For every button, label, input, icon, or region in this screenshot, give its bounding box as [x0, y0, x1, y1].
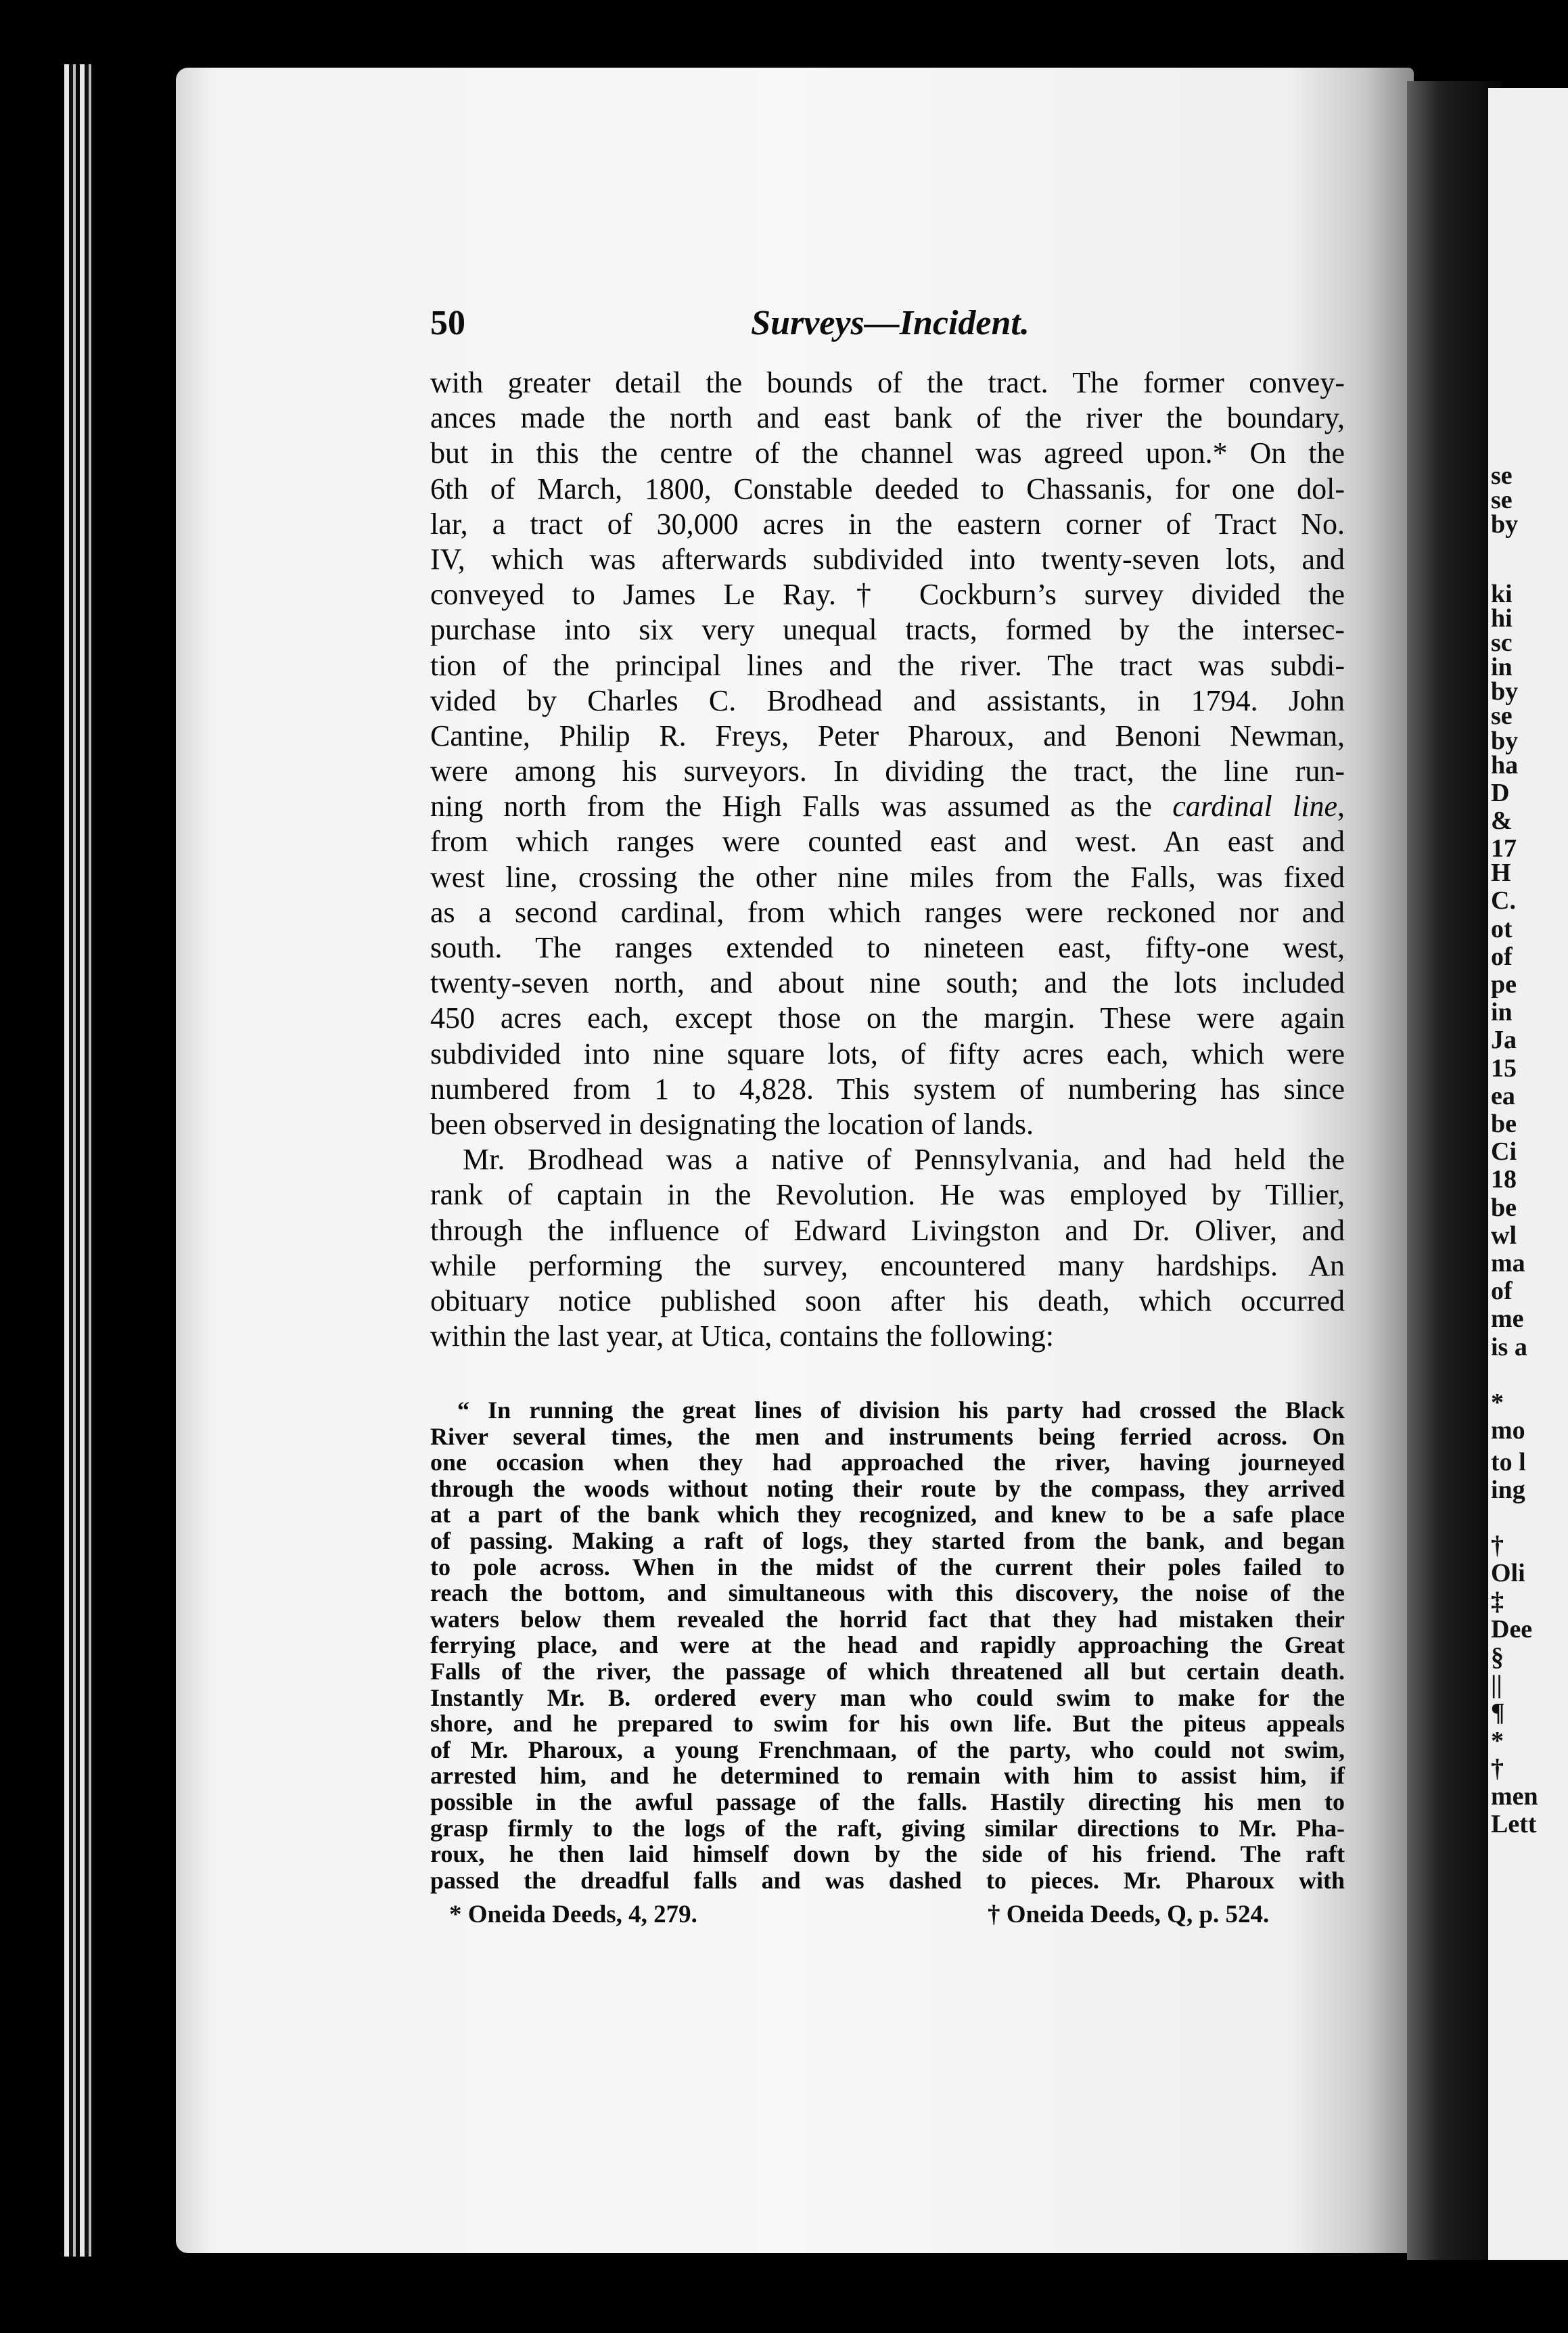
body-line: as a second cardinal, from which ranges were reckoned nor and — [430, 895, 1345, 929]
quote-line: of Mr. Pharoux, a young Frenchmaan, of the party, who could not swim, — [430, 1736, 1345, 1763]
facing-page-line: se — [1491, 702, 1513, 731]
body-line: were among his surveyors. In dividing the tract, the line run- — [430, 754, 1345, 788]
facing-page-line: § — [1491, 1642, 1504, 1671]
facing-page-line: by — [1491, 726, 1519, 755]
quote-line: passed the dreadful falls and was dashed to pieces. Mr. Pharoux with — [430, 1866, 1345, 1894]
facing-page-line: & — [1491, 806, 1513, 835]
body-line: been observed in designating the location of lands. — [430, 1107, 1034, 1141]
facing-page-line: is a — [1491, 1332, 1527, 1361]
body-line: rank of captain in the Revolution. He was employed by Tillier, — [430, 1178, 1345, 1212]
facing-page-line: Oli — [1491, 1559, 1525, 1588]
quote-line: of passing. Making a raft of logs, they started from the bank, and began — [430, 1526, 1345, 1554]
facing-page-line: me — [1491, 1305, 1524, 1334]
quote-line: grasp firmly to the logs of the raft, giving similar directions to Mr. Pha- — [430, 1814, 1345, 1842]
facing-page-line: Ja — [1491, 1026, 1517, 1055]
quote-line: through the woods without noting their route by the compass, they arrived — [430, 1474, 1345, 1502]
facing-page-line: se — [1491, 461, 1513, 491]
quote-line: one occasion when they had approached the river, having journeyed — [430, 1449, 1345, 1476]
running-head: Surveys—Incident. — [751, 304, 1030, 342]
facing-page-line: † — [1491, 1754, 1504, 1783]
body-line: within the last year, at Utica, contains the following: — [430, 1319, 1055, 1353]
page-header — [430, 303, 1350, 344]
book-binding-edge — [64, 64, 95, 2257]
quote-line: to pole across. When in the midst of the current their poles failed to — [430, 1553, 1345, 1581]
body-line: twenty-seven north, and about nine south; and the lots included — [430, 966, 1345, 1000]
body-line: Mr. Brodhead was a native of Pennsylvania, and had held the — [463, 1143, 1345, 1177]
body-line: vided by Charles C. Brodhead and assistants, in 1794. John — [430, 683, 1345, 717]
facing-page-line: be — [1491, 1193, 1517, 1222]
body-line: through the influence of Edward Livingston and Dr. Oliver, and — [430, 1213, 1345, 1247]
quote-line: possible in the awful passage of the falls. Hastily directing his men to — [430, 1788, 1345, 1815]
body-line: while performing the survey, encountered many hardships. An — [430, 1248, 1345, 1282]
facing-page-line: pe — [1491, 970, 1517, 999]
facing-page-line: by — [1491, 510, 1519, 539]
facing-page-line: of — [1491, 1277, 1513, 1306]
facing-page-line: sc — [1491, 629, 1513, 658]
quote-line: Falls of the river, the passage of which threatened all but certain death. — [430, 1657, 1345, 1685]
facing-page-line: ing — [1491, 1475, 1525, 1504]
body-line: west line, crossing the other nine miles from the Falls, was fixed — [430, 860, 1345, 894]
body-line: south. The ranges extended to nineteen east, fifty-one west, — [430, 931, 1345, 964]
facing-page-line: to l — [1491, 1447, 1526, 1476]
facing-page-line: C. — [1491, 886, 1516, 915]
facing-page-line: ha — [1491, 750, 1519, 779]
page-number: 50 — [430, 304, 465, 342]
body-line: ning north from the High Falls was assumed as the cardinal line, — [430, 790, 1345, 823]
facing-page-line: ki — [1491, 580, 1513, 609]
body-line: subdivided into nine square lots, of fifty acres each, which were — [430, 1037, 1345, 1070]
facing-page-line: of — [1491, 942, 1513, 971]
body-line: obituary notice published soon after his death, which occurred — [430, 1284, 1345, 1317]
facing-page-line: Lett — [1491, 1810, 1537, 1839]
facing-page-line: || — [1491, 1671, 1502, 1700]
body-line: from which ranges were counted east and west. An east and — [430, 825, 1345, 859]
facing-page-line: ot — [1491, 914, 1513, 943]
quote-line: waters below them revealed the horrid fact that they had mistaken their — [430, 1605, 1345, 1633]
body-line: Cantine, Philip R. Freys, Peter Pharoux, and Benoni Newman, — [430, 719, 1345, 752]
quote-line: ferrying place, and were at the head and rapidly approaching the Great — [430, 1631, 1345, 1659]
quote-line: roux, he then laid himself down by the side of his friend. The raft — [430, 1840, 1345, 1868]
facing-page-line: wl — [1491, 1221, 1517, 1250]
facing-page-line: † — [1491, 1531, 1504, 1560]
body-line: numbered from 1 to 4,828. This system of numbering has since — [430, 1072, 1345, 1106]
facing-page-line: * — [1491, 1388, 1504, 1417]
body-line: ances made the north and east bank of the river the boundary, — [430, 401, 1345, 435]
facing-page-line: 15 — [1491, 1054, 1517, 1083]
body-line: purchase into six very unequal tracts, formed by the intersec- — [430, 613, 1345, 647]
facing-page-line: Dee — [1491, 1614, 1533, 1644]
facing-page-line: ea — [1491, 1081, 1515, 1110]
page-gutter-shadow — [1407, 81, 1502, 2260]
quote-line: arrested him, and he determined to remain with him to assist him, if — [430, 1762, 1345, 1790]
italic-term: cardinal line — [1172, 790, 1337, 823]
quote-line: shore, and he prepared to swim for his own life. But the piteus appeals — [430, 1710, 1345, 1738]
quoted-obituary — [430, 1397, 1345, 1893]
footnote-oneida-deeds-4: * Oneida Deeds, 4, 279. — [449, 1901, 697, 1928]
facing-page-line: H — [1491, 859, 1511, 888]
body-line: IV, which was afterwards subdivided into twenty-seven lots, and — [430, 542, 1345, 576]
body-line: lar, a tract of 30,000 acres in the eastern corner of Tract No. — [430, 507, 1345, 541]
facing-page-line: Ci — [1491, 1137, 1517, 1166]
body-line: 450 acres each, except those on the margin. These were again — [430, 1001, 1345, 1035]
body-text — [430, 365, 1345, 1354]
facing-page-line: by — [1491, 677, 1519, 706]
facing-page-line: in — [1491, 653, 1513, 682]
facing-page-line: in — [1491, 998, 1513, 1027]
body-line: tion of the principal lines and the river. The tract was subdi- — [430, 648, 1345, 682]
body-line: conveyed to James Le Ray.† Cockburn’s survey divided the — [430, 578, 1345, 612]
quote-line: “ In running the great lines of division his party had crossed the Black — [457, 1397, 1345, 1424]
facing-page-fragment — [1488, 88, 1568, 2260]
body-line: but in this the centre of the channel was agreed upon.* On the — [430, 436, 1345, 470]
quote-line: Instantly Mr. B. ordered every man who could swim to make for the — [430, 1683, 1345, 1711]
facing-page-line: se — [1491, 486, 1513, 515]
body-line: 6th of March, 1800, Constable deeded to Chassanis, for one dol- — [430, 472, 1345, 505]
footnote-oneida-deeds-q: † Oneida Deeds, Q, p. 524. — [988, 1901, 1270, 1928]
facing-page-line: ‡ — [1491, 1587, 1504, 1616]
facing-page-line: ma — [1491, 1249, 1525, 1277]
quote-line: River several times, the men and instruments being ferried across. On — [430, 1422, 1345, 1450]
quote-line: at a part of the bank which they recognized, and knew to be a safe place — [430, 1501, 1345, 1528]
facing-page-line: men — [1491, 1782, 1538, 1811]
facing-page-line: be — [1491, 1110, 1517, 1138]
facing-page-line: ¶ — [1491, 1698, 1505, 1727]
facing-page-line: 17 — [1491, 834, 1517, 863]
quote-line: reach the bottom, and simultaneous with this discovery, the noise of the — [430, 1579, 1345, 1607]
body-line: with greater detail the bounds of the tract. The former convey- — [430, 366, 1345, 399]
facing-page-line: hi — [1491, 604, 1513, 633]
facing-page-line: D — [1491, 778, 1510, 807]
facing-page-line: 18 — [1491, 1165, 1517, 1194]
facing-page-line: * — [1491, 1726, 1504, 1755]
facing-page-line: mo — [1491, 1416, 1525, 1445]
